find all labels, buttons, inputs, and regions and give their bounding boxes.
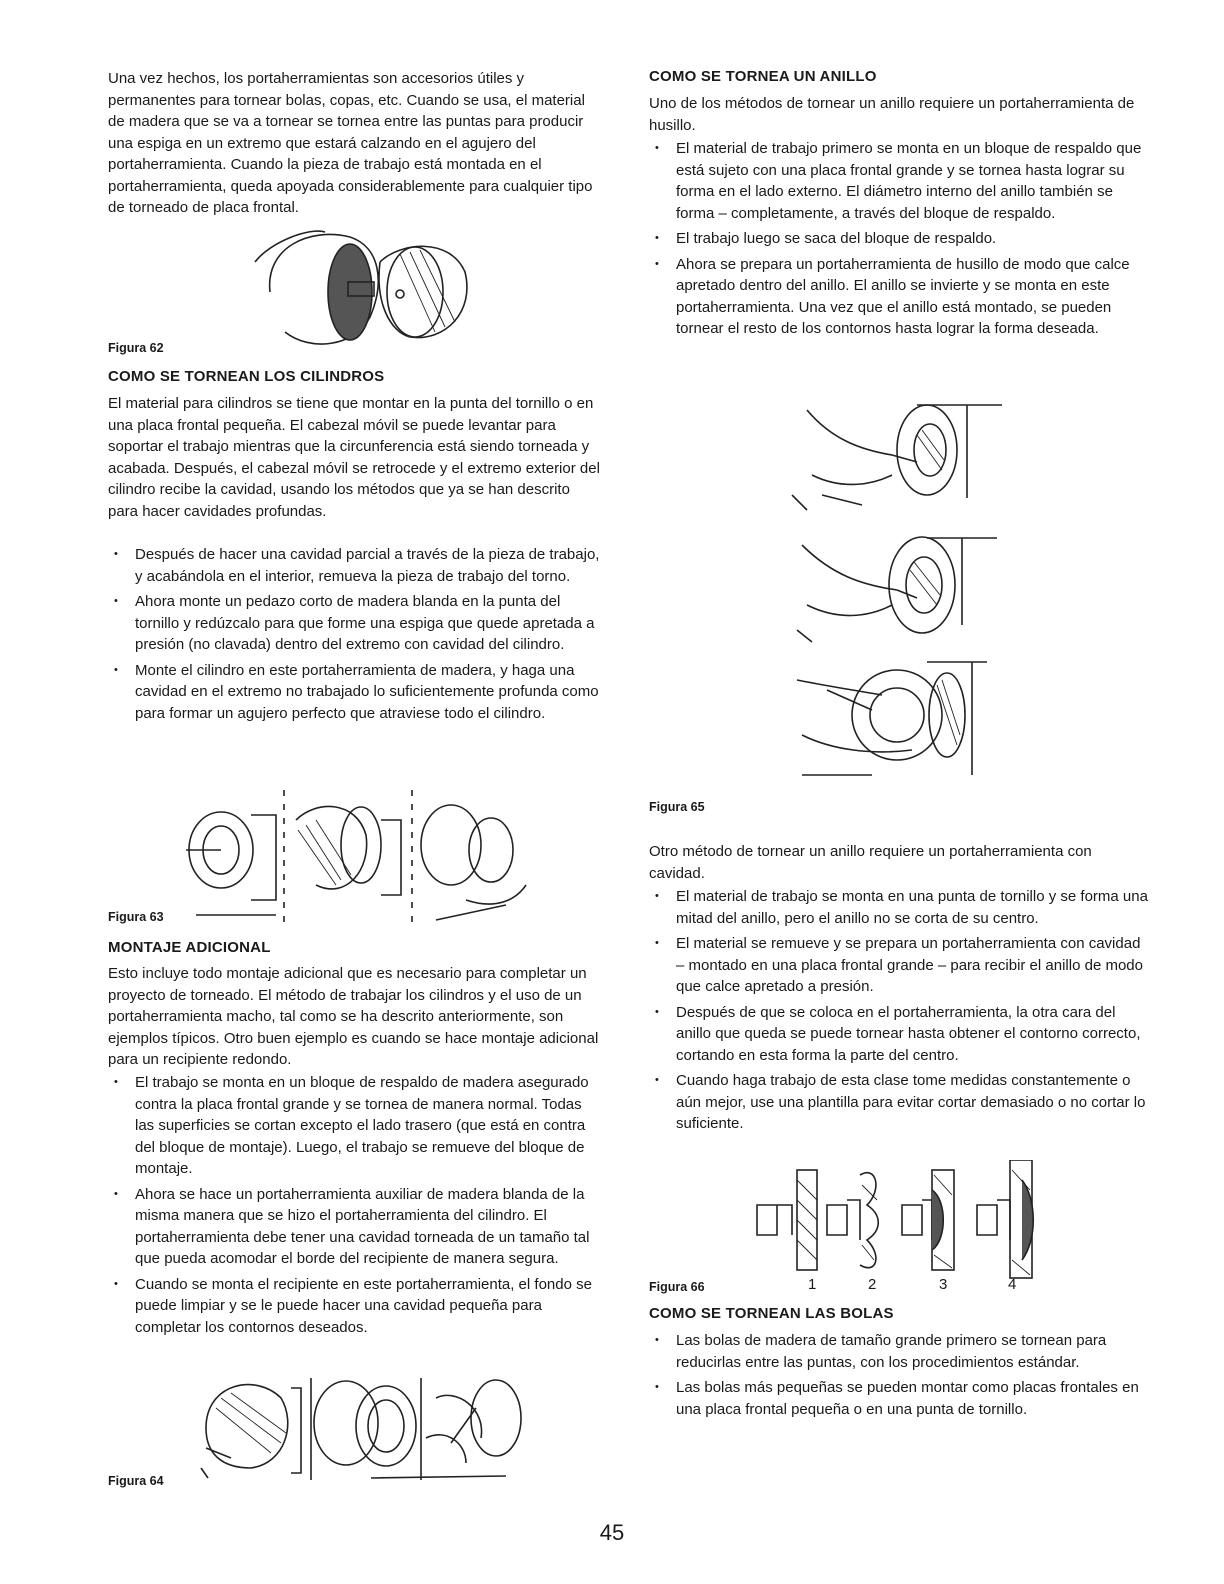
cylinders-bullet-list bbox=[108, 544, 600, 728]
list-item: • Ahora se prepara un portaherramienta de husillo de modo que calce apretado dentro del anillo. El anillo se invierte y se monta en este portaherramienta. Una vez que el anillo está montado, se pueden tornear el resto de los contornos hasta lograr la forma deseada. bbox=[649, 254, 1149, 340]
ring-method-2-paragraph: Otro método de tornear un anillo requiere un portaherramienta con cavidad. bbox=[649, 843, 1092, 882]
cylinders-paragraph: El material para cilindros se tiene que montar en la punta del tornillo o en una placa frontal pequeña. El cabezal móvil se puede levantar para soportar el trabajo mientras que la circunferencia está siendo torneada y acabada. Después, el cabezal móvil se retrocede y el extremo exterior del cilindro recibe la cavidad, usando los métodos que ya se han descrito para hacer cavidades profundas. bbox=[108, 395, 600, 520]
figure-64-illustration bbox=[196, 1368, 531, 1483]
figure-62-caption: Figura 62 bbox=[108, 341, 164, 355]
list-item: • Las bolas más pequeñas se pueden montar como placas frontales en una placa frontal pequeña o en una punta de tornillo. bbox=[649, 1377, 1149, 1420]
figure-64-caption: Figura 64 bbox=[108, 1474, 164, 1488]
balls-heading: COMO SE TORNEAN LAS BOLAS bbox=[649, 1305, 894, 1322]
ring-method-2-bullet-list bbox=[649, 886, 1149, 1139]
figure-62-illustration bbox=[250, 222, 480, 357]
list-item: • Después de hacer una cavidad parcial a través de la pieza de trabajo, y acabándola en el interior, remueva la pieza de trabajo del torno. bbox=[108, 544, 600, 587]
list-item: • Después de que se coloca en el portaherramienta, la otra cara del anillo que queda se puede tornear hasta obtener el contorno correcto, cortando en esta forma la parte del centro. bbox=[649, 1002, 1149, 1067]
ring-bullet-list bbox=[649, 138, 1149, 344]
list-item: • Cuando haga trabajo de esta clase tome medidas constantemente o aún mejor, use una plantilla para evitar cortar demasiado o no cortar lo suficiente. bbox=[649, 1070, 1149, 1135]
figure-66-caption: Figura 66 bbox=[649, 1280, 705, 1294]
figure-65-caption: Figura 65 bbox=[649, 800, 705, 814]
list-item: • Cuando se monta el recipiente en este portaherramienta, el fondo se puede limpiar y se le puede hacer una cavidad pequeña para completar los contornos deseados. bbox=[108, 1274, 600, 1339]
figure-66-number: 1 bbox=[808, 1276, 817, 1293]
list-item: • Ahora se hace un portaherramienta auxiliar de madera blanda de la misma manera que se hizo el portaherramienta del cilindro. El portaherramienta debe tener una cavidad torneada de un tamaño tal que pueda acomodar el borde del recipiente de manera segura. bbox=[108, 1184, 600, 1270]
page-number: 45 bbox=[599, 1520, 625, 1545]
list-item: • El material de trabajo primero se monta en un bloque de respaldo que está sujeto con una placa frontal grande y se tornea hasta lograr su forma en el lado externo. El diámetro interno del anillo también se forma – completamente, a través del bloque de respaldo. bbox=[649, 138, 1149, 224]
additional-paragraph: Esto incluye todo montaje adicional que es necesario para completar un proyecto de torneado. El método de trabajar los cilindros y el uso de un portaherramienta macho, tal como se ha descrito anteriormente, son ejemplos típicos. Otro buen ejemplo es cuando se hace montaje adicional para un recipiente redondo. bbox=[108, 965, 599, 1068]
additional-bullet-list bbox=[108, 1072, 600, 1342]
cylinders-heading: COMO SE TORNEAN LOS CILINDROS bbox=[108, 368, 385, 385]
ring-paragraph: Uno de los métodos de tornear un anillo requiere un portaherramienta de husillo. bbox=[649, 95, 1135, 134]
figure-65-illustration bbox=[782, 380, 1012, 780]
additional-heading: MONTAJE ADICIONAL bbox=[108, 939, 271, 956]
figure-66-number: 4 bbox=[1008, 1276, 1017, 1293]
figure-63-illustration bbox=[176, 790, 536, 930]
ring-heading: COMO SE TORNEA UN ANILLO bbox=[649, 68, 877, 85]
list-item: • Monte el cilindro en este portaherramienta de madera, y haga una cavidad en el extremo no trabajado lo suficientemente profunda como para formar un agujero perfecto que atraviese todo el cilindro. bbox=[108, 660, 600, 725]
list-item: • El trabajo se monta en un bloque de respaldo de madera asegurado contra la placa frontal grande y se tornea de manera normal. Todas las superficies se cortan excepto el lado trasero (que está en contra del bloque de montaje). Luego, el trabajo se remueve del bloque de montaje. bbox=[108, 1072, 600, 1180]
figure-66-number: 2 bbox=[868, 1276, 877, 1293]
list-item: • Las bolas de madera de tamaño grande primero se tornean para reducirlas entre las puntas, con los procedimientos estándar. bbox=[649, 1330, 1149, 1373]
intro-paragraph: Una vez hechos, los portaherramientas son accesorios útiles y permanentes para tornear bolas, copas, etc. Cuando se usa, el material de madera que se va a tornear se tornea entre las puntas para producir una espiga en un extremo que estará calzando en el agujero del portaherramienta. Cuando la pieza de trabajo está montada en el portaherramienta, queda apoyada considerablemente para cualquier tipo de torneado de placa frontal. bbox=[108, 70, 593, 216]
balls-bullet-list bbox=[649, 1330, 1149, 1424]
figure-66-illustration bbox=[752, 1160, 1052, 1280]
list-item: • El material se remueve y se prepara un portaherramienta con cavidad – montado en una placa frontal grande – para recibir el anillo de modo que calce apretado a presión. bbox=[649, 933, 1149, 998]
list-item: • Ahora monte un pedazo corto de madera blanda en la punta del tornillo y redúzcalo para que forme una espiga que quede apretada a presión (no clavada) dentro del extremo con cavidad del cilindro. bbox=[108, 591, 600, 656]
list-item: • El material de trabajo se monta en una punta de tornillo y se forma una mitad del anillo, pero el anillo no se corta de su centro. bbox=[649, 886, 1149, 929]
list-item: • El trabajo luego se saca del bloque de respaldo. bbox=[649, 228, 1149, 250]
figure-63-caption: Figura 63 bbox=[108, 910, 164, 924]
figure-66-number: 3 bbox=[939, 1276, 948, 1293]
